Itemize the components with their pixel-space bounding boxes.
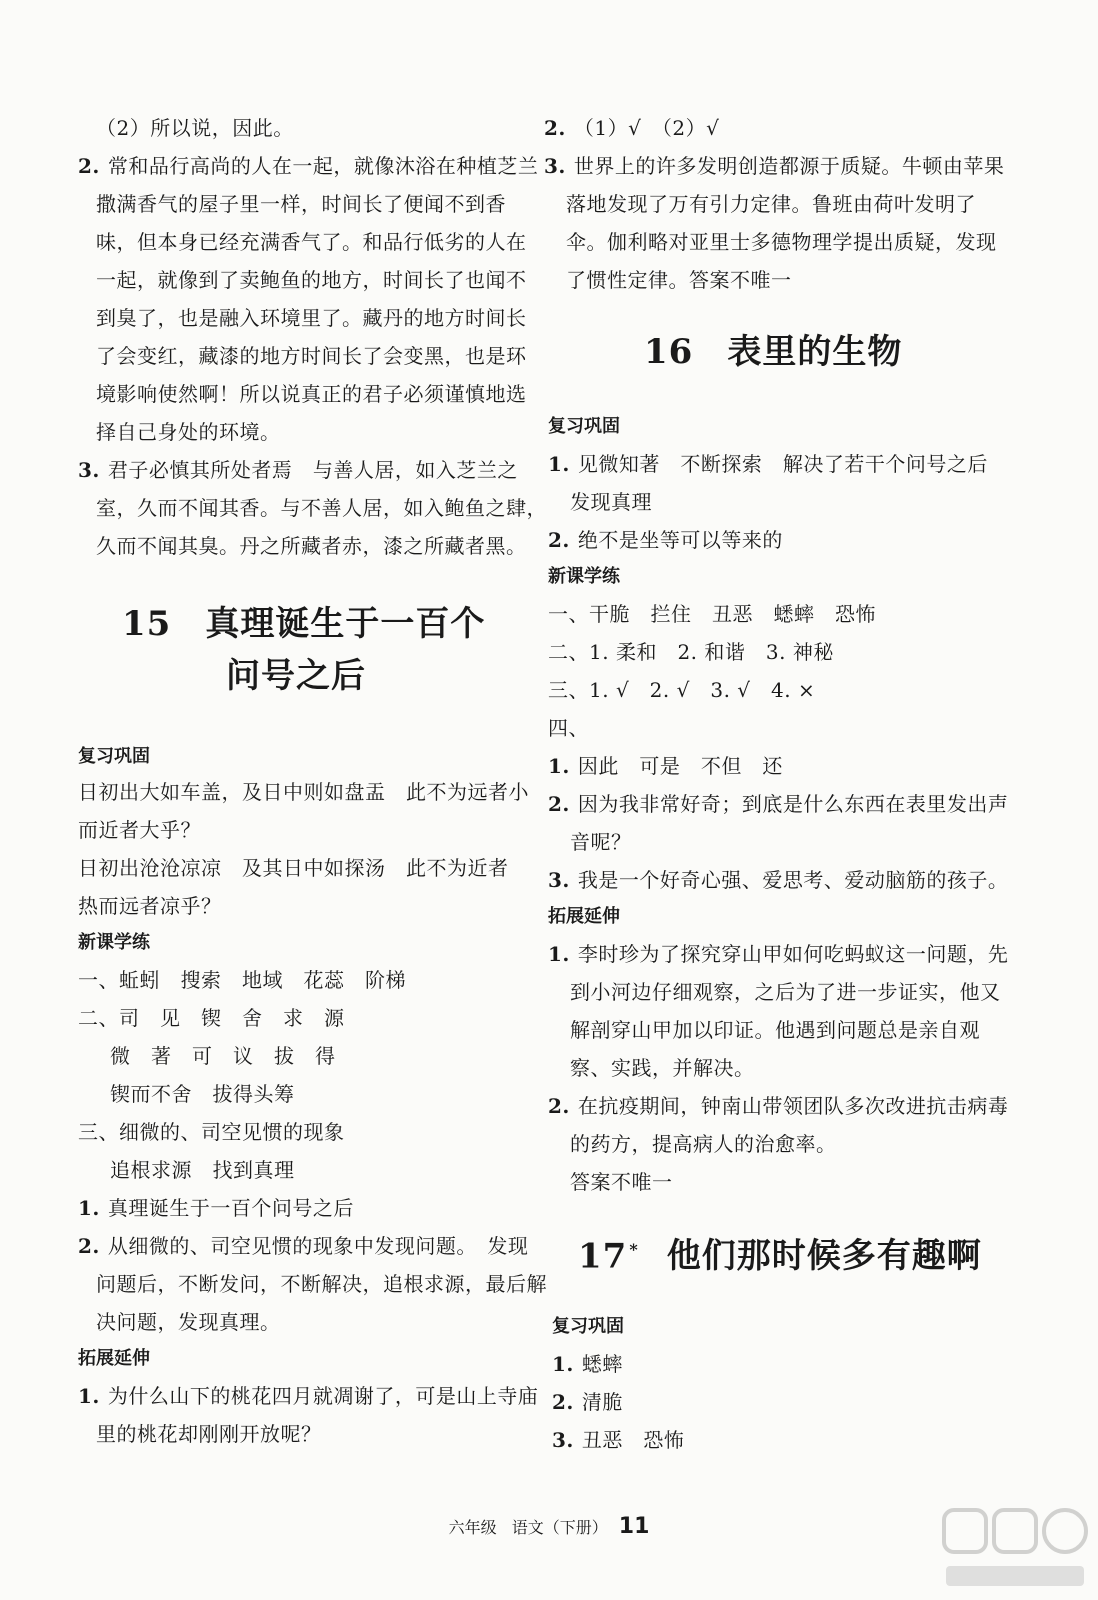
item-number: 2. bbox=[548, 528, 570, 552]
text-line: 到臭了，也是融入环境里了。藏丹的地方时间长 bbox=[96, 306, 527, 330]
section-heading-review: 复习巩固 bbox=[78, 746, 150, 767]
text-line: 到小河边仔细观察，之后为了进一步证实，他又 bbox=[570, 980, 1001, 1004]
lesson-number: 16 bbox=[644, 332, 694, 372]
text-line: 2. 清脆 bbox=[552, 1390, 623, 1414]
text-line: 3. 世界上的许多发明创造都源于质疑。牛顿由苹果 bbox=[544, 154, 1005, 178]
text-line: 解剖穿山甲加以印证。他遇到问题总是亲自观 bbox=[570, 1018, 980, 1042]
text-line: 3. 丑恶 恐怖 bbox=[552, 1428, 685, 1452]
text-line: 2. 因为我非常好奇；到底是什么东西在表里发出声 bbox=[548, 792, 1009, 816]
text-line: 二、司 见 锲 舍 求 源 bbox=[78, 1006, 345, 1030]
item-number: 3. bbox=[78, 458, 100, 482]
item-number: 2. bbox=[552, 1390, 574, 1414]
text-line: 1. 李时珍为了探究穿山甲如何吃蚂蚁这一问题，先 bbox=[548, 942, 1009, 966]
section-heading-review: 复习巩固 bbox=[552, 1316, 624, 1337]
text-line: 撒满香气的屋子里一样，时间长了便闻不到香 bbox=[96, 192, 506, 216]
item-number: 2. bbox=[78, 154, 100, 178]
text-line: 微 著 可 议 拔 得 bbox=[110, 1044, 336, 1068]
text-line: 室，久而不闻其香。与不善人居，如入鲍鱼之肆， bbox=[96, 496, 547, 520]
text-line: 落地发现了万有引力定律。鲁班由荷叶发明了 bbox=[566, 192, 976, 216]
lesson-16-title: 16 表里的生物 bbox=[644, 332, 903, 372]
text-line: 2. 在抗疫期间，钟南山带领团队多次改进抗击病毒 bbox=[548, 1094, 1009, 1118]
item-number: 1. bbox=[552, 1352, 574, 1376]
text-line: 而近者大乎？ bbox=[78, 818, 201, 842]
watermark-logo bbox=[940, 1504, 1090, 1594]
text-line: 一起，就像到了卖鲍鱼的地方，时间长了也闻不 bbox=[96, 268, 527, 292]
text-line: 四、 bbox=[548, 716, 589, 740]
text-line: 一、蚯蚓 搜索 地域 花蕊 阶梯 bbox=[78, 968, 406, 992]
item-number: 3. bbox=[548, 868, 570, 892]
lesson-15-title: 15 真理诞生于一百个 bbox=[122, 604, 486, 644]
item-number: 3. bbox=[544, 154, 566, 178]
text-line: 久而不闻其臭。丹之所藏者赤，漆之所藏者黑。 bbox=[96, 534, 527, 558]
text-line: 味，但本身已经充满香气了。和品行低劣的人在 bbox=[96, 230, 527, 254]
section-heading-review: 复习巩固 bbox=[548, 416, 620, 437]
optional-lesson-mark: * bbox=[629, 1240, 639, 1259]
text-line: 问题后，不断发问，不断解决，追根求源，最后解 bbox=[96, 1272, 547, 1296]
text-line: 伞。伽利略对亚里士多德物理学提出质疑，发现 bbox=[566, 230, 997, 254]
text-line: 发现真理 bbox=[570, 490, 652, 514]
item-number: 1. bbox=[78, 1196, 100, 1220]
text-line: 二、1. 柔和 2. 和谐 3. 神秘 bbox=[548, 640, 834, 664]
item-number: 2. bbox=[544, 116, 566, 140]
section-heading-extension: 拓展延伸 bbox=[548, 906, 620, 927]
section-heading-extension: 拓展延伸 bbox=[78, 1348, 150, 1369]
text-line: 音呢？ bbox=[570, 830, 632, 854]
text-line: 1. 见微知著 不断探索 解决了若干个问号之后 bbox=[548, 452, 988, 476]
text-line: 2. （1）√ （2）√ bbox=[544, 116, 720, 140]
text-line: 3. 我是一个好奇心强、爱思考、爱动脑筋的孩子。 bbox=[548, 868, 1009, 892]
text-line: 日初出大如车盖，及日中则如盘盂 此不为远者小 bbox=[78, 780, 529, 804]
text-line: 2. 绝不是坐等可以等来的 bbox=[548, 528, 783, 552]
text-line: 三、1. √ 2. √ 3. √ 4. × bbox=[548, 678, 816, 702]
text-line: 一、干脆 拦住 丑恶 蟋蟀 恐怖 bbox=[548, 602, 876, 626]
item-number: 3. bbox=[552, 1428, 574, 1452]
text-line: 1. 蟋蟀 bbox=[552, 1352, 623, 1376]
item-number: 2. bbox=[548, 1094, 570, 1118]
page-number: 11 bbox=[618, 1514, 650, 1539]
section-heading-new: 新课学练 bbox=[78, 932, 150, 953]
item-number: 1. bbox=[548, 452, 570, 476]
text-line: 3. 君子必慎其所处者焉 与善人居，如入芝兰之 bbox=[78, 458, 518, 482]
item-number: 2. bbox=[78, 1234, 100, 1258]
lesson-15-title-line2: 问号之后 bbox=[226, 656, 366, 696]
item-number: 1. bbox=[78, 1384, 100, 1408]
item-number: 1. bbox=[548, 754, 570, 778]
lesson-number: 15 bbox=[122, 604, 172, 644]
text-line: 1. 真理诞生于一百个问号之后 bbox=[78, 1196, 354, 1220]
text-line: 2. 常和品行高尚的人在一起，就像沐浴在种植芝兰 bbox=[78, 154, 539, 178]
text-line: 察、实践，并解决。 bbox=[570, 1056, 755, 1080]
text-line: 的药方，提高病人的治愈率。 bbox=[570, 1132, 837, 1156]
text-line: 1. 为什么山下的桃花四月就凋谢了，可是山上寺庙 bbox=[78, 1384, 539, 1408]
text-line: 了会变红，藏漆的地方时间长了会变黑，也是环 bbox=[96, 344, 527, 368]
page-footer bbox=[0, 1514, 1098, 1539]
item-number: 1. bbox=[548, 942, 570, 966]
text-line: 了惯性定律。答案不唯一 bbox=[566, 268, 792, 292]
text-line: 追根求源 找到真理 bbox=[110, 1158, 295, 1182]
footer-subject: 语文（下册） bbox=[511, 1518, 608, 1537]
text-line: 择自己身处的环境。 bbox=[96, 420, 281, 444]
text-line: 2. 从细微的、司空见惯的现象中发现问题。 发现 bbox=[78, 1234, 529, 1258]
lesson-number: 17 bbox=[578, 1236, 628, 1277]
footer-grade: 六年级 bbox=[448, 1518, 497, 1537]
text-line: 答案不唯一 bbox=[570, 1170, 673, 1194]
text-line: 1. 因此 可是 不但 还 bbox=[548, 754, 783, 778]
text-line: 境影响使然啊！所以说真正的君子必须谨慎地选 bbox=[96, 382, 527, 406]
text-line: 锲而不舍 拔得头筹 bbox=[110, 1082, 295, 1106]
text-line: （2）所以说，因此。 bbox=[96, 116, 294, 140]
text-line: 日初出沧沧凉凉 及其日中如探汤 此不为近者 bbox=[78, 856, 509, 880]
text-line: 三、细微的、司空见惯的现象 bbox=[78, 1120, 345, 1144]
section-heading-new: 新课学练 bbox=[548, 566, 620, 587]
text-line: 里的桃花却刚刚开放呢？ bbox=[96, 1422, 322, 1446]
lesson-17-title: 17 * 他们那时候多有趣啊 bbox=[578, 1236, 982, 1277]
text-line: 热而远者凉乎？ bbox=[78, 894, 222, 918]
item-number: 2. bbox=[548, 792, 570, 816]
text-line: 决问题，发现真理。 bbox=[96, 1310, 281, 1334]
